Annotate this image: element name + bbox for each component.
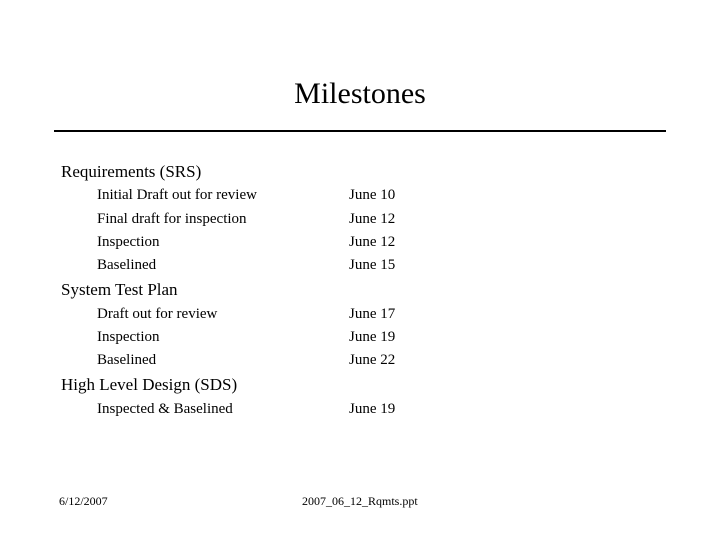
milestone-label: Baselined [97, 257, 157, 273]
section-heading-requirements: Requirements (SRS) [61, 162, 202, 181]
milestone-date: June 17 [349, 306, 396, 322]
footer-filename: 2007_06_12_Rqmts.ppt [302, 494, 418, 508]
milestone-label: Final draft for inspection [97, 211, 247, 227]
milestone-date: June 15 [349, 257, 396, 273]
milestone-date: June 22 [349, 352, 396, 368]
section-heading-high-level-design: High Level Design (SDS) [61, 375, 238, 394]
milestone-label: Inspected & Baselined [97, 401, 233, 417]
milestone-date: June 10 [349, 187, 396, 203]
milestone-label: Inspection [97, 329, 160, 345]
milestone-date: June 12 [349, 211, 396, 227]
section-heading-system-test-plan: System Test Plan [61, 280, 178, 299]
title-divider [54, 130, 666, 132]
milestone-label: Baselined [97, 352, 157, 368]
footer-date: 6/12/2007 [59, 494, 108, 508]
milestone-date: June 19 [349, 329, 396, 345]
milestone-date: June 19 [349, 401, 396, 417]
milestone-label: Draft out for review [97, 306, 218, 322]
milestone-label: Initial Draft out for review [97, 187, 257, 203]
page-title: Milestones [294, 77, 426, 110]
milestone-label: Inspection [97, 234, 160, 250]
milestone-date: June 12 [349, 234, 396, 250]
